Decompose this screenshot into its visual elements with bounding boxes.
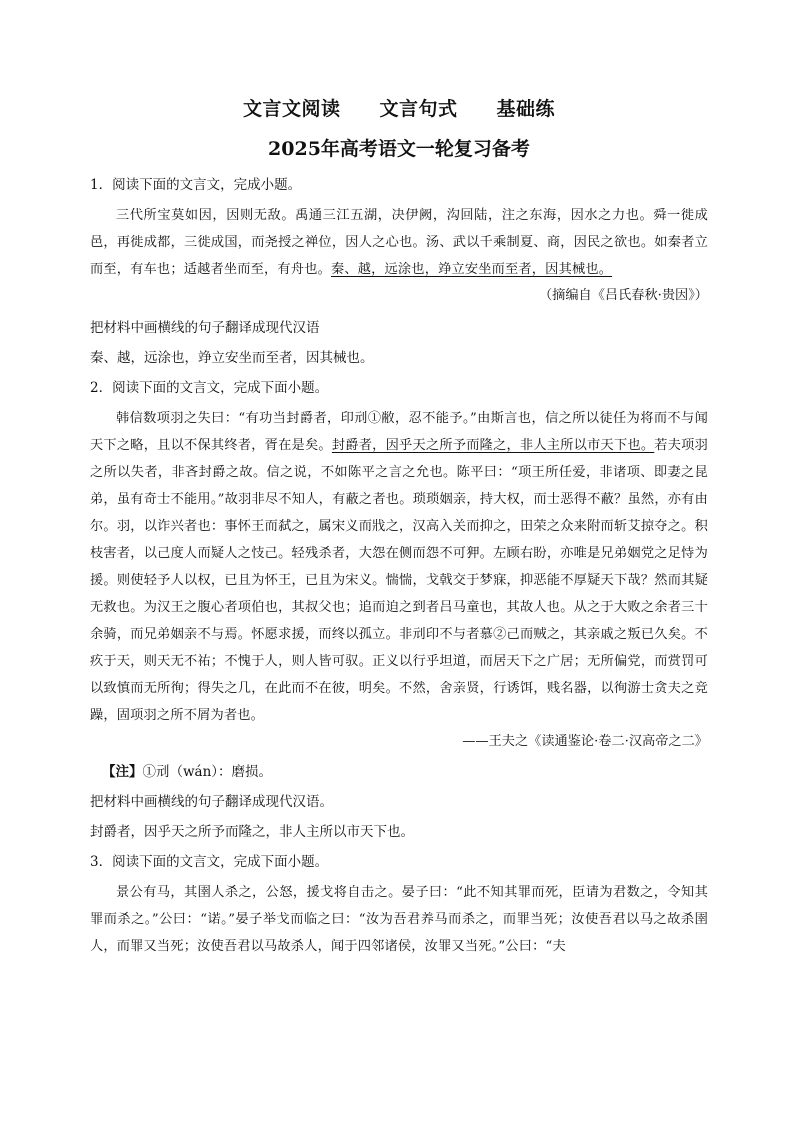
question-2-prompt: 2．阅读下面的文言文，完成下面小题。 (90, 380, 329, 396)
note-text: ①刓（wán）：磨损。 (142, 764, 273, 780)
passage-text: 三代所宝莫如因，因则无敌。禹通三江五湖，决伊阙，沟回陆，注之东海，因水之力也。舜一徙成邑，再徙成都，三徙成国，而尧授之禅位，因人之心也。汤、武以千乘制夏、商，因民之欲也。如秦者立而至，有车也；适越者坐而至，有舟也。 (90, 208, 708, 277)
question-2-passage (90, 405, 708, 729)
question-3-prompt: 3．阅读下面的文言文，完成下面小题。 (90, 854, 329, 870)
note-label: 【注】 (102, 764, 143, 780)
passage-text: 韩信数项羽之失曰：“有功当封爵者，印刓①敝，忍不能予。”由斯言也，信之所以徒任为将而不与闻天下之略，且以不保其终者，胥在是矣。 (90, 411, 708, 453)
question-2-answer: 封爵者，因乎天之所予而隆之，非人主所以市天下也。 (90, 824, 414, 840)
underlined-sentence: 秦、越，远涂也，竫立安坐而至者，因其械也。 (330, 262, 613, 277)
question-1-task: 把材料中画横线的句子翻译成现代汉语 (90, 320, 320, 336)
question-2-task: 把材料中画横线的句子翻译成现代汉语。 (90, 794, 333, 810)
passage-text: 若夫项羽之所以失者，非吝封爵之故。信之说，不如陈平之言之允也。陈平曰：“项王所任爱，非诸项、即妻之昆弟，虽有奇士不能用。”故羽非尽不知人，有蔽之者也。琐琐姻亲，持大权，而士恶得不蔽？虽然，亦有由尔。羽，以诈兴者也：事怀王而弑之，属宋义而戕之，汉高入关而抑之，田荣之众来附而斩艾掠夺之。积枝害者，以己度人而疑人之忮己。轻残杀者，大怨在侧而怨不可狎。左顾右盼，亦唯是兄弟姻党之足恃为援。则使轻予人以权，已且为怀王，已且为宋义。惴惴，戈戟交于梦寐，抑恶能不厚疑天下哉？然而其疑无救也。为汉王之腹心者项伯也，其叔父也；追而迫之到者吕马童也，其故人也。从之于大败之余者三十余骑，而兄弟姻亲不与焉。怀愿求援，而终以孤立。非刓印不与者慕②己而贼之，其亲戚之叛已久矣。不疚于天，则天无不祐；不愧于人，则人皆可驭。正义以行乎坦道，而居天下之广居；无所偏党，而赏罚可以致慎而无所徇；得失之几，在此而不在彼，明矣。不然，舍亲贤，行诱饵，贱名器，以徇游士贪夫之竞躁，固项羽之所不屑为者也。 (90, 438, 708, 723)
question-2-note (102, 761, 708, 783)
question-3-passage: 景公有马，其圉人杀之，公怒，援戈将自击之。晏子曰：“此不知其罪而死，臣请为君数之，令知其罪而杀之。”公曰：“诺。”晏子举戈而临之曰：“汝为吾君养马而杀之，而罪当死；汝使吾君以马之故杀圉人，而罪又当死；汝使吾君以马故杀人，闻于四邻诸侯，汝罪又当死。”公曰：“夫 (90, 885, 708, 954)
question-1-prompt: 1．阅读下面的文言文，完成小题。 (90, 177, 302, 193)
document-subtitle: 2025年高考语文一轮复习备考 (268, 138, 530, 160)
document-title: 文言文阅读 文言句式 基础练 (242, 98, 555, 120)
underlined-sentence: 封爵者，因乎天之所予而隆之，非人主所以市天下也。 (331, 438, 655, 453)
question-1-source: （摘编自《吕氏春秋·贵因》） (538, 288, 708, 303)
question-2-source: ——王夫之《读通鉴论·卷二·汉高帝之二》 (462, 734, 708, 749)
question-1-passage (90, 202, 708, 283)
question-1-answer: 秦、越，远涂也，竫立安坐而至者，因其械也。 (90, 350, 374, 366)
document-page (90, 96, 708, 960)
